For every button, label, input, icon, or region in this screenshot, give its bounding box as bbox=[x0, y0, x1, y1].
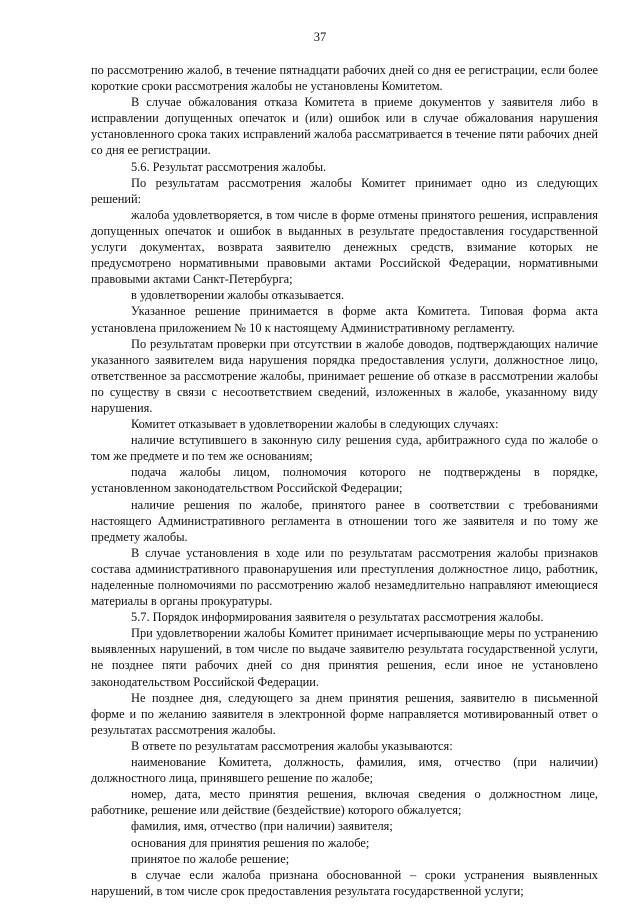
paragraph: фамилия, имя, отчество (при наличии) заявителя; bbox=[131, 819, 393, 834]
paragraph: жалоба удовлетворяется, в том числе в форме отмены принятого решения, исправления допущенных опечаток и ошибок в выданных в результате предоставления государственной услуги документах, возврата заявителю денежных средств, взимание которых не предусмотрено нормативными правовыми актами Российской Федерации, нормативными правовыми актами Санкт-Петербурга; bbox=[91, 207, 598, 287]
paragraph: Не позднее дня, следующего за днем принятия решения, заявителю в письменной форме и по желанию заявителя в электронной форме направляется мотивированный ответ о результатах рассмотрения жалобы. bbox=[91, 690, 598, 737]
paragraph: по рассмотрению жалоб, в течение пятнадцати рабочих дней со дня ее регистрации, если более короткие сроки рассмотрения жалобы не установлены Комитетом. bbox=[91, 63, 598, 94]
paragraph: По результатам рассмотрения жалобы Комитет принимает одно из следующих решений: bbox=[91, 175, 598, 206]
paragraph: в удовлетворении жалобы отказывается. bbox=[131, 288, 345, 303]
page-number: 37 bbox=[313, 30, 327, 44]
paragraph: Указанное решение принимается в форме акта Комитета. Типовая форма акта установлена приложением № 10 к настоящему Административному регламенту. bbox=[91, 304, 598, 335]
paragraph: наличие решения по жалобе, принятого ранее в соответствии с требованиями настоящего Административного регламента в отношении того же заявителя и по тому же предмету жалобы. bbox=[91, 497, 598, 544]
paragraph: По результатам проверки при отсутствии в жалобе доводов, подтверждающих наличие указанного заявителем вида нарушения порядка предоставления услуги, должностное лицо, ответственное за рассмотрение жалобы, принимает решение об отказе в рассмотрении жалобы по существу в связи с несоответствием сведений, изложенных в жалобе, указанному виду нарушения. bbox=[91, 336, 598, 415]
paragraph: При удовлетворении жалобы Комитет принимает исчерпывающие меры по устранению выявленных нарушений, в том числе по выдаче заявителю результата государственной услуги, не позднее пяти рабочих дней со дня принятия решения, если иное не установлено законодательством Российской Федерации. bbox=[91, 626, 598, 689]
paragraph: основания для принятия решения по жалобе; bbox=[131, 835, 370, 850]
paragraph: Комитет отказывает в удовлетворении жалобы в следующих случаях: bbox=[131, 417, 499, 432]
paragraph: В ответе по результатам рассмотрения жалобы указываются: bbox=[131, 738, 453, 753]
paragraph: номер, дата, место принятия решения, включая сведения о должностном лице, работнике, решение или действие (бездействие) которого обжалуется; bbox=[91, 787, 598, 818]
paragraph: наличие вступившего в законную силу решения суда, арбитражного суда по жалобе о том же предмете и по тем же основаниям; bbox=[91, 433, 598, 464]
paragraph: подача жалобы лицом, полномочия которого не подтверждены в порядке, установленном законодательством Российской Федерации; bbox=[91, 465, 598, 496]
paragraph: 5.7. Порядок информирования заявителя о результатах рассмотрения жалобы. bbox=[131, 610, 544, 625]
paragraph: 5.6. Результат рассмотрения жалобы. bbox=[131, 159, 327, 174]
paragraph: наименование Комитета, должность, фамилия, имя, отчество (при наличии) должностного лица, принявшего решение по жалобе; bbox=[91, 755, 598, 786]
paragraph: принятое по жалобе решение; bbox=[131, 851, 290, 866]
paragraph: В случае обжалования отказа Комитета в приеме документов у заявителя либо в исправлении допущенных опечаток и (или) ошибок или в случае обжалования нарушения установленного срока таких исправлений жалоба рассматривается в течение пяти рабочих дней со дня ее регистрации. bbox=[91, 95, 598, 158]
document-body bbox=[91, 62, 598, 899]
paragraph: в случае если жалоба признана обоснованной – сроки устранения выявленных нарушений, в том числе срок предоставления результата государственной услуги; bbox=[91, 867, 598, 898]
paragraph: В случае установления в ходе или по результатам рассмотрения жалобы признаков состава административного правонарушения или преступления должностное лицо, работник, наделенные полномочиями по рассмотрению жалоб незамедлительно направляют имеющиеся материалы в органы прокуратуры. bbox=[91, 545, 598, 609]
